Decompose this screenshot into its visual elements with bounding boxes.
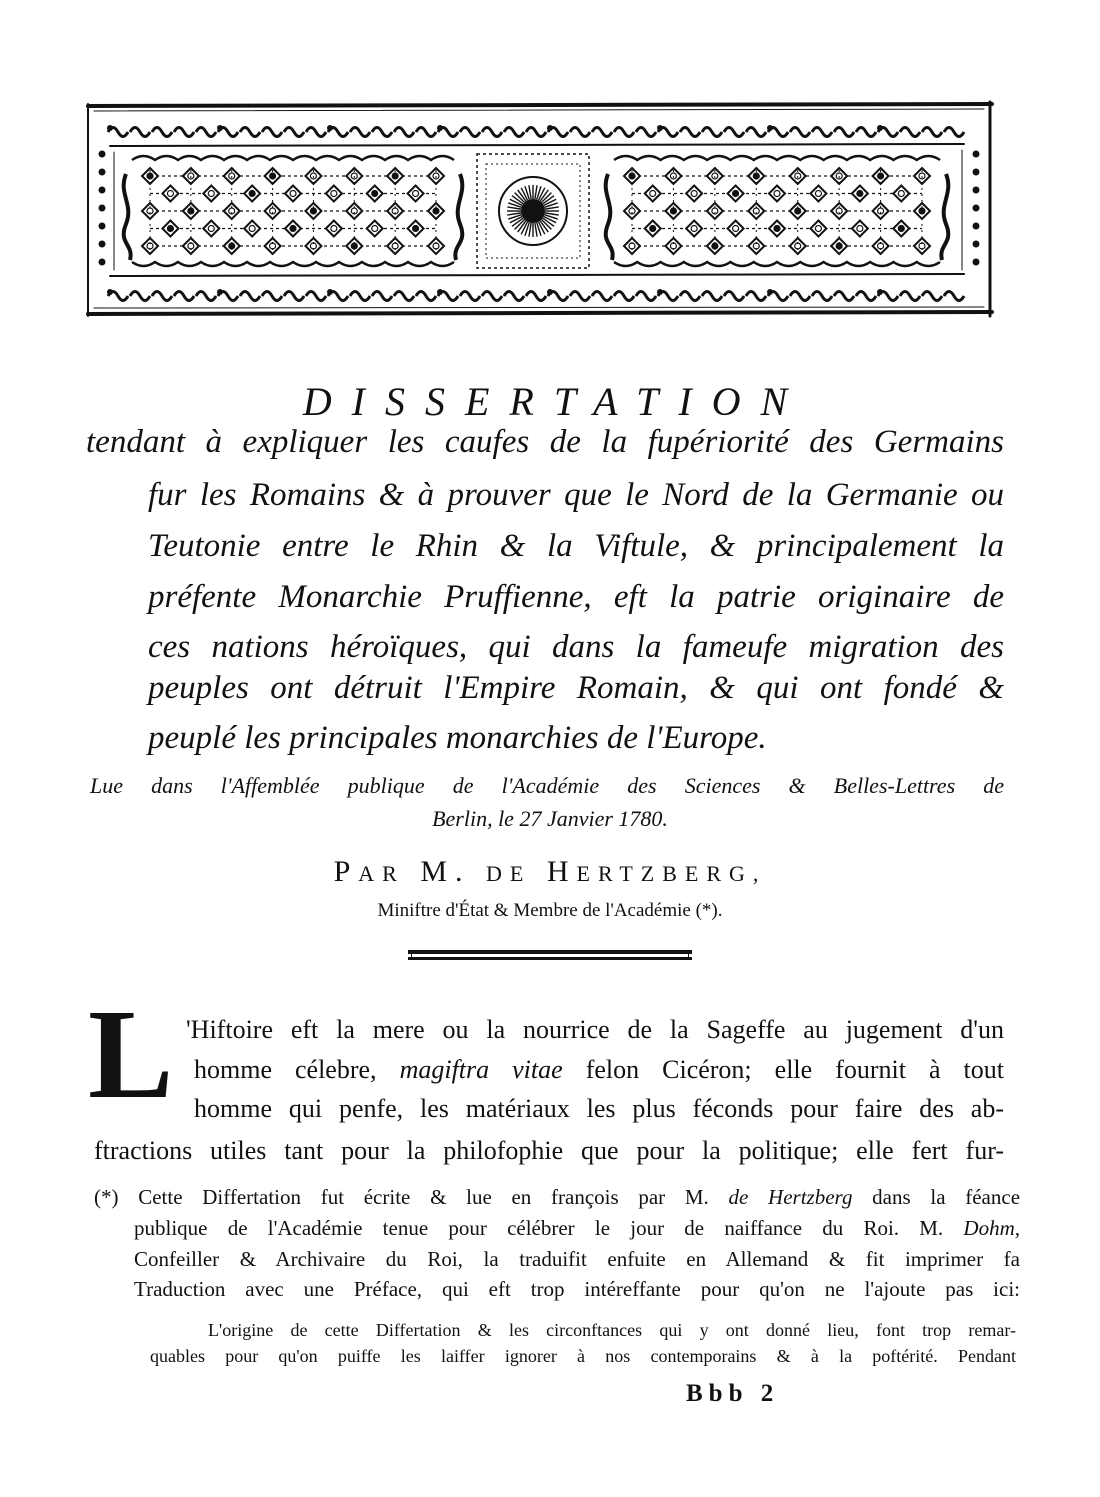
ornamental-headpiece-icon [84, 94, 996, 326]
author-par-rest: AR [358, 861, 405, 886]
author-line [0, 852, 1100, 894]
subtitle-line: peuples ont détruit l'Empire Romain, & qui ont fondé & [148, 670, 1004, 706]
footnote-text: Cette Differtation fut écrite & lue en françois par M. [138, 1185, 709, 1209]
footnote-line: L'origine de cette Differtation & les circonftances qui y ont donné lieu, font trop remar- [208, 1320, 1016, 1340]
subtitle-line: préfente Monarchie Pruffienne, eft la patrie originaire de [148, 579, 1004, 615]
footnote-text: quables pour qu'on puiffe les laiffer ignorer à nos contemporains & à la poftérité. [150, 1346, 938, 1366]
body-line: homme qui penfe, les matériaux les plus féconds pour faire des ab- [194, 1094, 1004, 1123]
reading-note-line: Berlin, le 27 Janvier 1780. [432, 806, 668, 831]
body-line [194, 1050, 1004, 1090]
body-line: ftractions utiles tant pour la philofophie que pour la politique; elle fert fur- [94, 1136, 1004, 1165]
footnote-name: Dohm, [963, 1216, 1020, 1240]
subtitle-line: peuplé les principales monarchies de l'Europe. [148, 720, 767, 756]
author-particle: DE [486, 861, 532, 886]
footnote-line [134, 1213, 1020, 1244]
footnote-line [94, 1182, 1020, 1213]
catchword: Pendant [958, 1346, 1017, 1366]
body-text: homme célebre, [194, 1055, 377, 1084]
body-line: 'Hiftoire eft la mere ou la nourrice de la Sageffe au jugement d'un [186, 1015, 1004, 1044]
footnote-line: Confeiller & Archivaire du Roi, la traduifit enfuite en Allemand & fit imprimer fa [134, 1247, 1020, 1271]
footnote-name: de Hertzberg [728, 1185, 853, 1209]
body-text: felon Cicéron; elle fournit à tout [585, 1055, 1004, 1084]
drop-cap: L [88, 983, 174, 1125]
subtitle-line: tendant à expliquer les caufes de la fupériorité des Germains [86, 424, 1004, 460]
reading-note-line: Lue dans l'Affemblée publique de l'Académie des Sciences & Belles-Lettres de [90, 773, 1004, 798]
footnote-text: publique de l'Académie tenue pour célébrer le jour de naiffance du Roi. M. [134, 1216, 944, 1240]
author-role: Miniftre d'État & Membre de l'Académie (*). [377, 900, 723, 921]
author-par-initial: P [333, 855, 359, 888]
footnote-marker: (*) [94, 1185, 119, 1209]
divider-rule [408, 950, 692, 962]
latin-quote: magiftra vitae [399, 1055, 563, 1084]
subtitle-line: ces nations héroïques, qui dans la fameufe migration des [148, 629, 1004, 665]
author-name-rest: ERTZBERG, [576, 861, 767, 886]
footnote-text: dans la féance [872, 1185, 1021, 1209]
title-heading: DISSERTATION [302, 379, 808, 424]
signature-mark: Bbb 2 [686, 1380, 780, 1407]
footnote-line: Traduction avec une Préface, qui eft trop intéreffante pour qu'on ne l'ajoute pas ici: [134, 1277, 1020, 1301]
subtitle-line: Teutonie entre le Rhin & la Viftule, & principalement la [148, 528, 1004, 564]
subtitle-line: fur les Romains & à prouver que le Nord de la Germanie ou [148, 477, 1004, 513]
author-title: M. [420, 855, 471, 888]
footnote-line [150, 1342, 1016, 1370]
author-name-initial: H [546, 855, 577, 888]
